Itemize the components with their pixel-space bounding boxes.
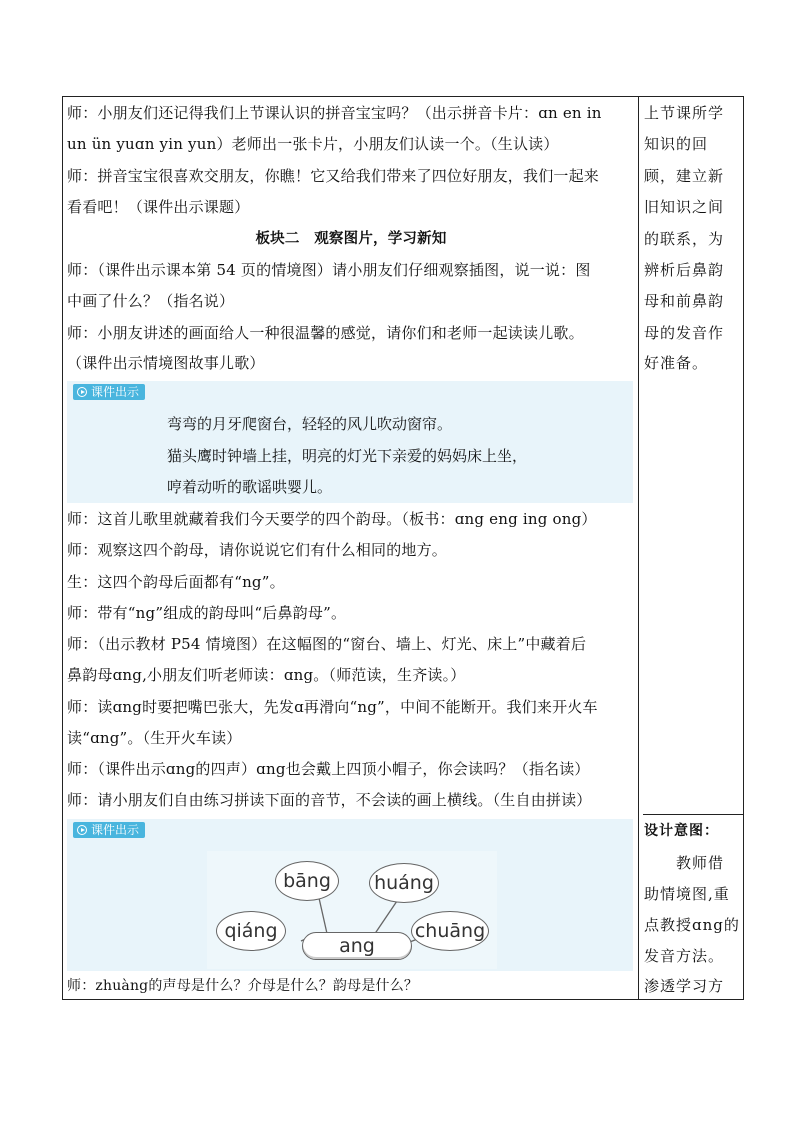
- center-final-pill: ang: [302, 932, 412, 960]
- note-line: 助情境图,重: [644, 885, 730, 903]
- courseware-box-poem: [67, 381, 633, 503]
- lesson-table: [62, 96, 744, 1000]
- text-line: 师：小朋友们还记得我们上节课认识的拼音宝宝吗？（出示拼音卡片：ɑn en in: [67, 104, 602, 122]
- note-line: 辨析后鼻韵: [644, 261, 725, 279]
- text-line: 师：观察这四个韵母，请你说说它们有什么相同的地方。: [67, 541, 448, 559]
- courseware-label: 课件出示: [91, 385, 140, 399]
- column-divider: [638, 97, 639, 999]
- text-line: 师：读ɑng时要把嘴巴张大，先发ɑ再滑向“ng”，中间不能断开。我们来开火车: [67, 698, 598, 716]
- design-intent-heading: 设计意图：: [644, 823, 719, 839]
- syllable-bubble: qiáng: [216, 911, 286, 951]
- text-line: 看看吧！（课件出示课题）: [67, 198, 250, 216]
- syllable-bubble: huáng: [369, 863, 439, 903]
- note-line: 母和前鼻韵: [644, 292, 725, 310]
- text-line: 师：拼音宝宝很喜欢交朋友，你瞧！它又给我们带来了四位好朋友，我们一起来: [67, 167, 600, 185]
- poem-line: 弯弯的月牙爬窗台，轻轻的风儿吹动窗帘。: [167, 415, 453, 433]
- note-line: 发音方法。: [644, 947, 725, 965]
- side-row-divider: [643, 814, 744, 815]
- text-line: （课件出示情境图故事儿歌）: [67, 354, 265, 372]
- syllable-diagram: [207, 851, 497, 969]
- note-line: 顾，建立新: [644, 167, 725, 185]
- courseware-label: 课件出示: [91, 823, 140, 837]
- text-line: 师：（课件出示ɑng的四声）ɑng也会戴上四顶小帽子，你会读吗？（指名读）: [67, 760, 590, 778]
- text-line: 师：（出示教材 P54 情境图）在这幅图的“窗台、墙上、灯光、床上”中藏着后: [67, 635, 587, 653]
- note-line: 的联系，为: [644, 230, 725, 248]
- text-line: 读“ɑng”。（生开火车读）: [67, 729, 242, 747]
- courseware-badge: [73, 822, 145, 838]
- poem-line: 哼着动听的歌谣哄婴儿。: [167, 478, 333, 496]
- note-line: 上节课所学: [644, 104, 725, 122]
- text-line: 师：带有“ng”组成的韵母叫“后鼻韵母”。: [67, 604, 347, 622]
- syllable-bubble: bāng: [275, 861, 339, 901]
- note-line: 渗透学习方: [644, 977, 725, 995]
- syllable-bubble: chuāng: [411, 911, 489, 951]
- note-line: 点教授ɑng的: [644, 916, 740, 934]
- text-line: 中画了什么？（指名说）: [67, 292, 235, 310]
- note-line: 教师借: [644, 854, 725, 872]
- play-icon: [77, 387, 87, 397]
- text-line: 师：请小朋友们自由练习拼读下面的音节，不会读的画上横线。（生自由拼读）: [67, 791, 592, 809]
- text-line: 鼻韵母ɑng,小朋友们听老师读：ɑng。（师范读，生齐读。）: [67, 666, 466, 684]
- courseware-badge: [73, 384, 145, 400]
- play-icon: [77, 825, 87, 835]
- text-line: 师：（课件出示课本第 54 页的情境图）请小朋友们仔细观察插图，说一说：图: [67, 261, 591, 279]
- text-line: 师：小朋友讲述的画面给人一种很温馨的感觉，请你们和老师一起读读儿歌。: [67, 324, 584, 342]
- note-line: 母的发音作: [644, 324, 725, 342]
- note-line: 好准备。: [644, 354, 709, 372]
- text-line: 师：这首儿歌里就藏着我们今天要学的四个韵母。（板书：ɑng eng ing ong）: [67, 510, 597, 528]
- courseware-box-syllables: [67, 819, 633, 971]
- text-line: un ün yuɑn yin yun）老师出一张卡片，小朋友们认读一个。（生认读）: [67, 135, 559, 153]
- note-line: 知识的回: [644, 135, 709, 153]
- text-line: 师：zhuàng的声母是什么？介母是什么？韵母是什么？: [67, 978, 419, 994]
- note-line: 旧知识之间: [644, 198, 725, 216]
- text-line: 生：这四个韵母后面都有“ng”。: [67, 573, 285, 591]
- section-heading: 板块二 观察图片，学习新知: [255, 231, 447, 247]
- poem-line: 猫头鹰时钟墙上挂，明亮的灯光下亲爱的妈妈床上坐，: [167, 447, 528, 465]
